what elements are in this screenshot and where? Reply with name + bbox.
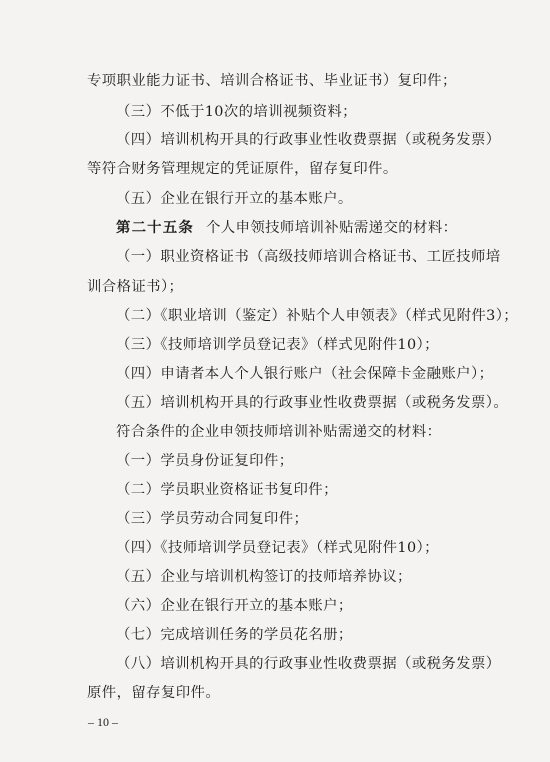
article-text: 个人申领技师培训补贴需递交的材料： <box>205 220 458 236</box>
text-line: （五）培训机构开具的行政事业性收费票据（或税务发票）。 <box>116 395 509 411</box>
text-line: （二）学员职业资格证书复印件； <box>116 482 338 498</box>
text-line: 符合条件的企业申领技师培训补贴需递交的材料： <box>116 424 442 440</box>
text-line: 原件，留存复印件。 <box>87 685 221 701</box>
text-line: （四）培训机构开具的行政事业性收费票据（或税务发票） <box>116 132 501 148</box>
text-line: （二）《职业培训（鉴定）补贴个人申领表》（样式见附件3）； <box>116 308 519 324</box>
text-line: （三）不低于10次的培训视频资料； <box>116 104 357 120</box>
text-line: （七）完成培训任务的学员花名册； <box>116 627 353 643</box>
text-line: （四）《技师培训学员登记表》（样式见附件10）； <box>116 540 439 556</box>
article-heading: 第二十五条 <box>116 219 194 236</box>
text-line: （三）《技师培训学员登记表》（样式见附件10）； <box>116 337 439 353</box>
text-line: （一）职业资格证书（高级技师培训合格证书、工匠技师培 <box>116 249 501 265</box>
text-line: （五）企业在银行开立的基本账户。 <box>116 191 353 207</box>
text-line: 专项职业能力证书、培训合格证书、毕业证书）复印件； <box>87 73 457 89</box>
text-line: （四）申请者本人个人银行账户（社会保障卡金融账户）； <box>116 366 494 382</box>
text-line: （三）学员劳动合同复印件； <box>116 511 309 527</box>
page-number: – 10 – <box>88 715 118 729</box>
text-line: （一）学员身份证复印件； <box>116 453 294 469</box>
text-line: （八）培训机构开具的行政事业性收费票据（或税务发票） <box>116 656 501 672</box>
text-line: （五）企业与培训机构签订的技师培养协议； <box>116 569 412 585</box>
text-line: （六）企业在银行开立的基本账户； <box>116 598 353 614</box>
article-line <box>116 218 457 238</box>
text-line: 等符合财务管理规定的凭证原件，留存复印件。 <box>87 161 398 177</box>
text-line: 训合格证书）； <box>87 279 184 295</box>
